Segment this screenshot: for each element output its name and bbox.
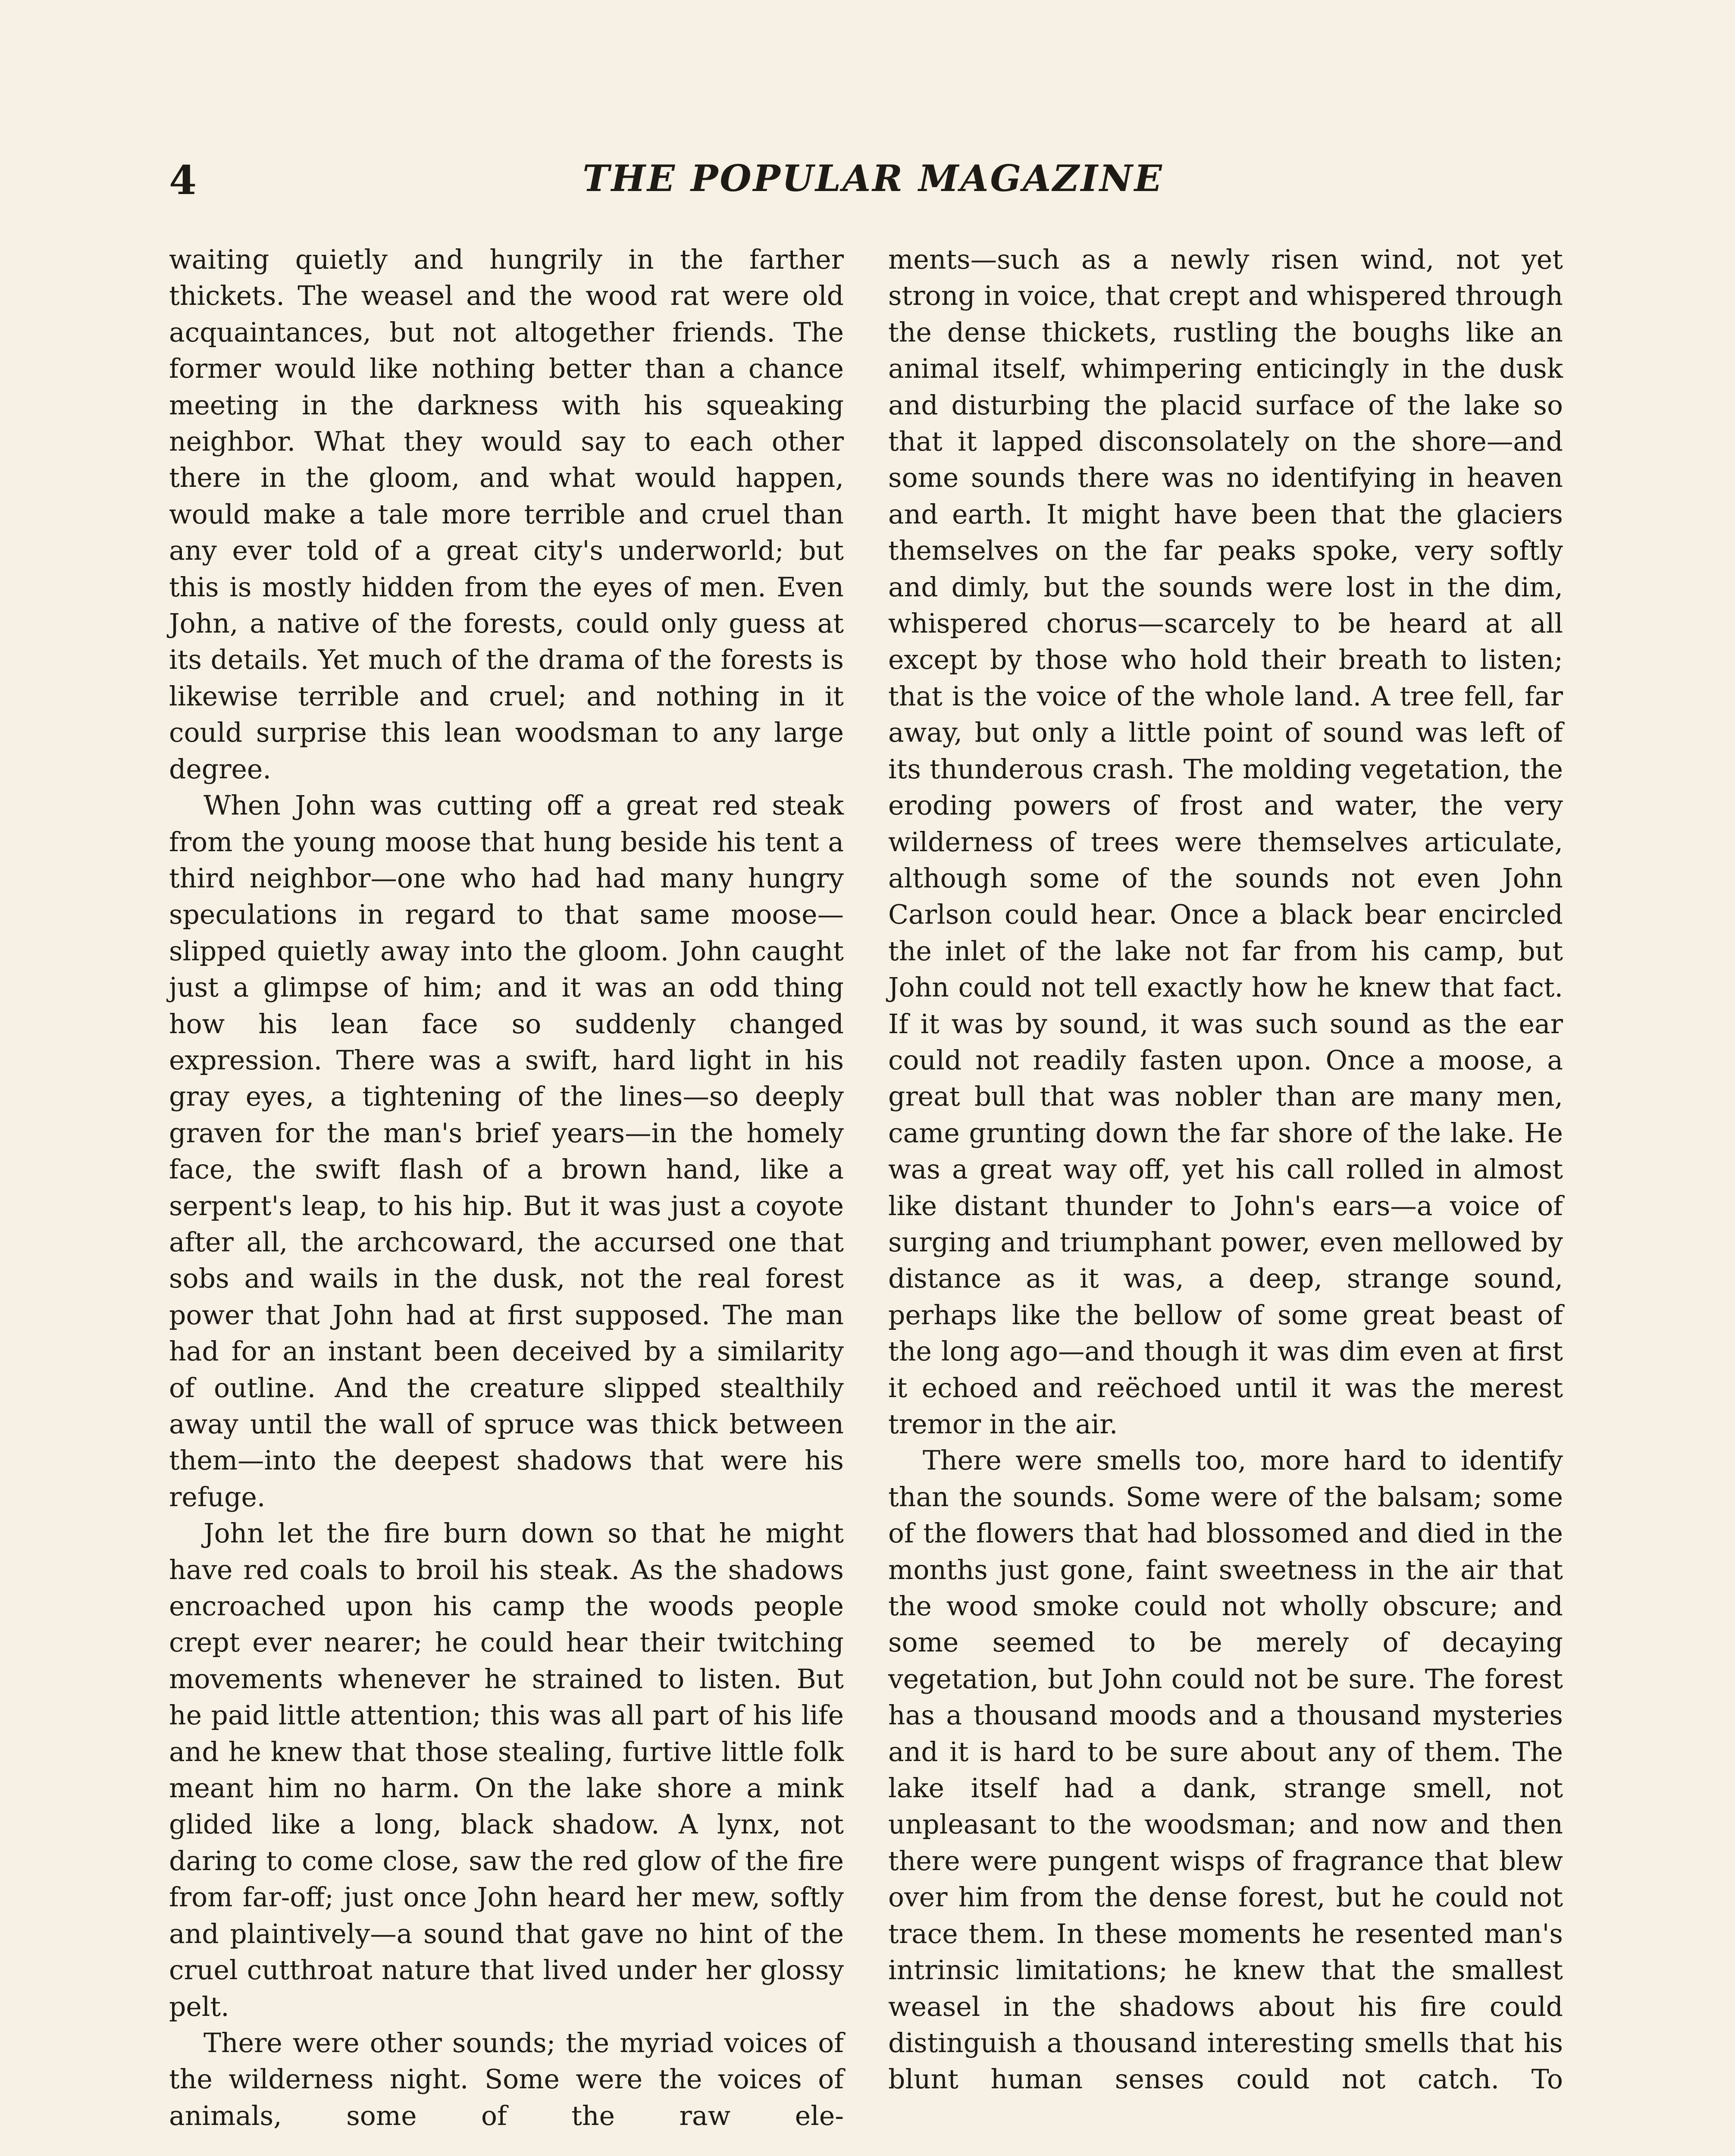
paragraph: waiting quietly and hungrily in the farther thickets. The weasel and the wood rat were old acquaintances, but not altogether friends. The former would like nothing better than a chance meeting in the darkness with his squeaking neighbor. What they would say to each other there in the gloom, and what would happen, would make a tale more terrible and cruel than any ever told of a great city's underworld; but this is mostly hidden from the eyes of men. Even John, a native of the forests, could only guess at its details. Yet much of the drama of the forests is likewise terrible and cruel; and nothing in it could surprise this lean woodsman to any large degree.: [169, 244, 844, 785]
running-head: THE POPULAR MAGAZINE: [583, 157, 1164, 200]
paragraph: ments—such as a newly risen wind, not yet strong in voice, that crept and whispered through the dense thickets, rustling the boughs like an animal itself, whimpering enticingly in the dusk and disturbing the placid surface of the lake so that it lapped disconsolately on the shore—and some sounds there was no identifying in heaven and earth. It might have been that the glaciers themselves on the far peaks spoke, very softly and dimly, but the sounds were lost in the dim, whispered chorus—scarcely to be heard at all except by those who hold their breath to listen; that is the voice of the whole land. A tree fell, far away, but only a little point of sound was left of its thunderous crash. The molding vegetation, the eroding powers of frost and water, the very wilderness of trees were themselves articulate, although some of the sounds not even John Carlson could hear. Once a black bear encircled the inlet of the lake not far from his camp, but John could not tell exactly how he knew that fact. If it was by sound, it was such sound as the ear could not readily fasten upon. Once a moose, a great bull that was nobler than are many men, came grunting down the far shore of the lake. He was a great way off, yet his call rolled in almost like distant thunder to John's ears—a voice of surging and triumphant power, even mellowed by distance as it was, a deep, strange sound, perhaps like the bellow of some great beast of the long ago—and though it was dim even at first it echoed and reëchoed until it was the merest tremor in the air.: [888, 244, 1563, 1440]
paragraph: There were smells too, more hard to identify than the sounds. Some were of the balsam; some of the flowers that had blossomed and died in the months just gone, faint sweetness in the air that the wood smoke could not wholly obscure; and some seemed to be merely of decaying vegetation, but John could not be sure. The forest has a thousand moods and a thousand mysteries and it is hard to be sure about any of them. The lake itself had a dank, strange smell, not unpleasant to the woodsman; and now and then there were pungent wisps of fragrance that blew over him from the dense forest, but he could not trace them. In these moments he resented man's intrinsic limitations; he knew that the smallest weasel in the shadows about his fire could distinguish a thousand interesting smells that his blunt human senses could not catch. To: [888, 1445, 1563, 2095]
paragraph: When John was cutting off a great red steak from the young moose that hung beside his tent a third neighbor—one who had had many hungry speculations in regard to that same moose—slipped quietly away into the gloom. John caught just a glimpse of him; and it was an odd thing how his lean face so suddenly changed expression. There was a swift, hard light in his gray eyes, a tightening of the lines—so deeply graven for the man's brief years—in the homely face, the swift flash of a brown hand, like a serpent's leap, to his hip. But it was just a coyote after all, the archcoward, the accursed one that sobs and wails in the dusk, not the real forest power that John had at first supposed. The man had for an instant been deceived by a similarity of outline. And the creature slipped stealthily away until the wall of spruce was thick between them—into the deepest shadows that were his refuge.: [169, 790, 844, 1513]
paragraph: There were other sounds; the myriad voices of the wilderness night. Some were the voices of animals, some of the raw ele-: [169, 2027, 844, 2131]
left-column: [169, 241, 844, 2134]
paragraph: John let the fire burn down so that he might have red coals to broil his steak. As the shadows encroached upon his camp the woods people crept ever nearer; he could hear their twitching movements whenever he strained to listen. But he paid little attention; this was all part of his life and he knew that those stealing, furtive little folk meant him no harm. On the lake shore a mink glided like a long, black shadow. A lynx, not daring to come close, saw the red glow of the fire from far-off; just once John heard her mew, softly and plaintively—a sound that gave no hint of the cruel cutthroat nature that lived under her glossy pelt.: [169, 1518, 844, 2022]
page-number: 4: [169, 157, 197, 204]
right-column: [888, 241, 1563, 2098]
